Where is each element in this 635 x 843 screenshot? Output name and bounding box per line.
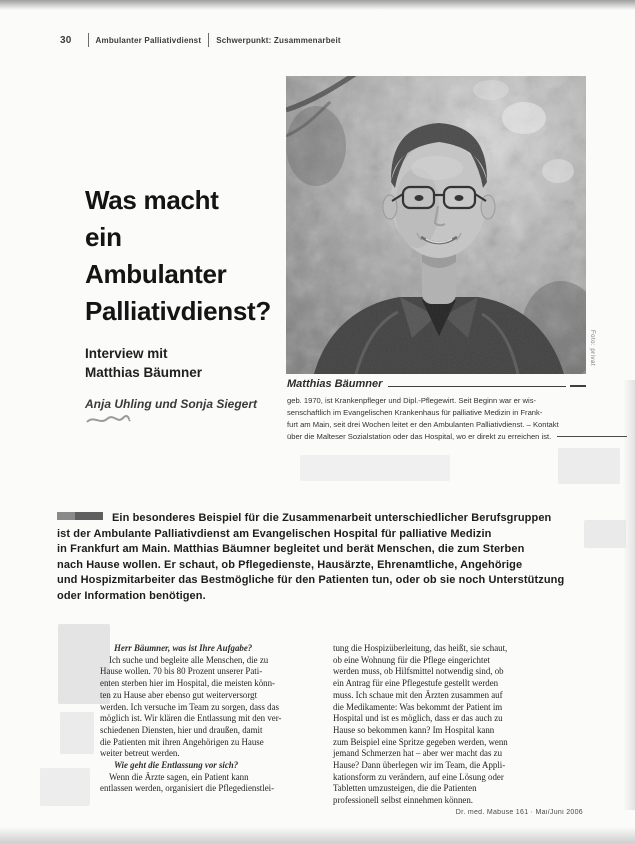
text-line: Ambulanter (85, 259, 227, 289)
text-line: furt am Main, seit drei Wochen leitet er den Ambulanten Palliativdienst. – Kontakt (287, 420, 559, 429)
text-line: kationsform zu verändern, auf eine Lösung oder (333, 771, 504, 782)
text-line: möglich ist. Wir klären die Entlassung mit den ver- (100, 713, 282, 724)
text-line: entlassen werden, organisiert die Pflegedienstlei- (100, 783, 275, 794)
text-line: enten sterben hier im Hospital, die meisten könn- (100, 678, 275, 689)
text-line: die Medikamente: Was bekommt der Patient im (333, 701, 503, 712)
text-line: muss. Ich schaue mit den Ärzten zusammen auf (333, 689, 503, 700)
text-line: Matthias Bäumner (85, 365, 203, 380)
text-line: zum Beispiel eine Spritze gegeben werden, wenn (333, 736, 508, 747)
signature-squiggle-icon (85, 413, 131, 427)
text-line: Interview mit (85, 346, 168, 361)
text-line: die Patienten mit ihren Angehörigen zu Hause (100, 736, 264, 747)
page-footer: Dr. med. Mabuse 161 · Mai/Juni 2006 (455, 809, 583, 816)
portrait-photo (286, 76, 586, 374)
text-line: Ich suche und begleite alle Menschen, die zu (109, 654, 269, 665)
article-authors: Anja Uhling und Sonja Siegert (85, 397, 258, 411)
intro-bar-icon (57, 512, 103, 520)
text-line: schiedenen Diensten, hier und draußen, damit (100, 724, 263, 735)
caption-rule (388, 386, 566, 387)
intro-lines (57, 527, 587, 605)
header-divider (88, 33, 89, 47)
text-line: ist der Ambulante Palliativdienst am Evangelischen Hospital für palliative Medizin (57, 527, 492, 540)
intro-line: Ein besonderes Beispiel für die Zusammenarbeit unterschiedlicher Berufsgruppen (112, 512, 552, 524)
caption-name: Matthias Bäumner (287, 378, 383, 390)
text-line: senschaftlich im Evangelischen Krankenhaus für palliative Medizin in Frank- (287, 408, 543, 417)
text-line: geb. 1970, ist Krankenpfleger und Dipl.-Pflegewirt. Seit Beginn war er wis- (287, 396, 537, 405)
text-line: ein Antrag für eine Pflegestufe gestellt werden (333, 678, 499, 689)
article-title (85, 182, 285, 330)
title-block (85, 182, 285, 432)
scan-edge-right (623, 380, 635, 810)
page-number: 30 (60, 34, 72, 46)
text-line: in Frankfurt am Main. Matthias Bäumner begleitet und berät Menschen, die zum Sterben (57, 543, 525, 556)
text-line: jemand Schmerzen hat – aber wer macht das zu (333, 748, 503, 759)
scan-artifact (300, 455, 450, 481)
text-line: nach Hause wollen. Er schaut, ob Pflegedienste, Hausärzte, Ehrenamtliche, Angehörige (57, 558, 523, 571)
body-column-left (100, 643, 324, 807)
caption-text (287, 395, 586, 443)
header-divider (208, 33, 209, 47)
text-line: ten zu Hause aber ebenso gut weiterversorgt (100, 689, 258, 700)
body-column-right (333, 643, 578, 807)
article-subtitle (85, 344, 285, 382)
scan-edge-top (0, 0, 635, 10)
text-line: professionell selbst einnehmen können. (333, 795, 473, 806)
text-line: werden muss, ob Hilfsmittel notwendig sind, ob (333, 666, 504, 677)
photo-caption (287, 378, 586, 443)
scan-artifact (40, 768, 90, 806)
interview-answer-1 (100, 655, 324, 760)
photo-credit: Foto: privat (589, 330, 595, 367)
text-line: weiter betreut werden. (100, 748, 180, 759)
text-line: Was macht (85, 185, 219, 215)
text-line: über die Malteser Sozialstation oder das Hospital, wo er direkt zu erreichen ist. (287, 431, 586, 443)
text-line: Hause? Dann überlegen wir im Team, die Appli- (333, 760, 506, 771)
text-line: Hause so bekommen kann? Im Hospital kann (333, 724, 495, 735)
scan-artifact (558, 448, 620, 484)
text-line: oder Information benötigen. (57, 589, 206, 602)
scan-edge-bottom (0, 827, 635, 843)
text-line: Hause wollen. 70 bis 80 Prozent unserer Pati- (100, 666, 263, 677)
text-line: werden. Ich versuche im Team zu sorgen, dass das (100, 701, 279, 712)
text-line: ob eine Wohnung für die Pflege eingerichtet (333, 654, 490, 665)
intro-paragraph (57, 511, 587, 605)
interview-question-2: Wie geht die Entlassung vor sich? (114, 760, 239, 771)
scan-artifact (584, 520, 626, 548)
scan-artifact (60, 712, 94, 754)
header-topic-label: Schwerpunkt: Zusammenarbeit (216, 35, 341, 45)
interview-question-1: Herr Bäumner, was ist Ihre Aufgabe? (114, 643, 253, 653)
interview-answer-2-continued (333, 643, 578, 807)
text-line: tung die Hospizüberleitung, das heißt, sie schaut, (333, 643, 508, 653)
page-header (60, 33, 341, 47)
text-line: ein (85, 222, 122, 252)
text-line: Wenn die Ärzte sagen, ein Patient kann (109, 771, 249, 782)
text-line: Tabletten umzusteigen, die die Patienten (333, 783, 477, 794)
caption-rule-end (570, 385, 586, 387)
text-line: Hospital und ist es möglich, dass er das auch zu (333, 713, 503, 724)
text-line: und Hospizmitarbeiter das Bestmögliche für den Patienten tun, oder ob sie noch Unterstützung (57, 574, 565, 587)
text-line: Palliativdienst? (85, 296, 271, 326)
article-body (100, 643, 578, 807)
header-section-label: Ambulanter Palliativdienst (95, 35, 202, 45)
interview-answer-2 (100, 772, 324, 795)
